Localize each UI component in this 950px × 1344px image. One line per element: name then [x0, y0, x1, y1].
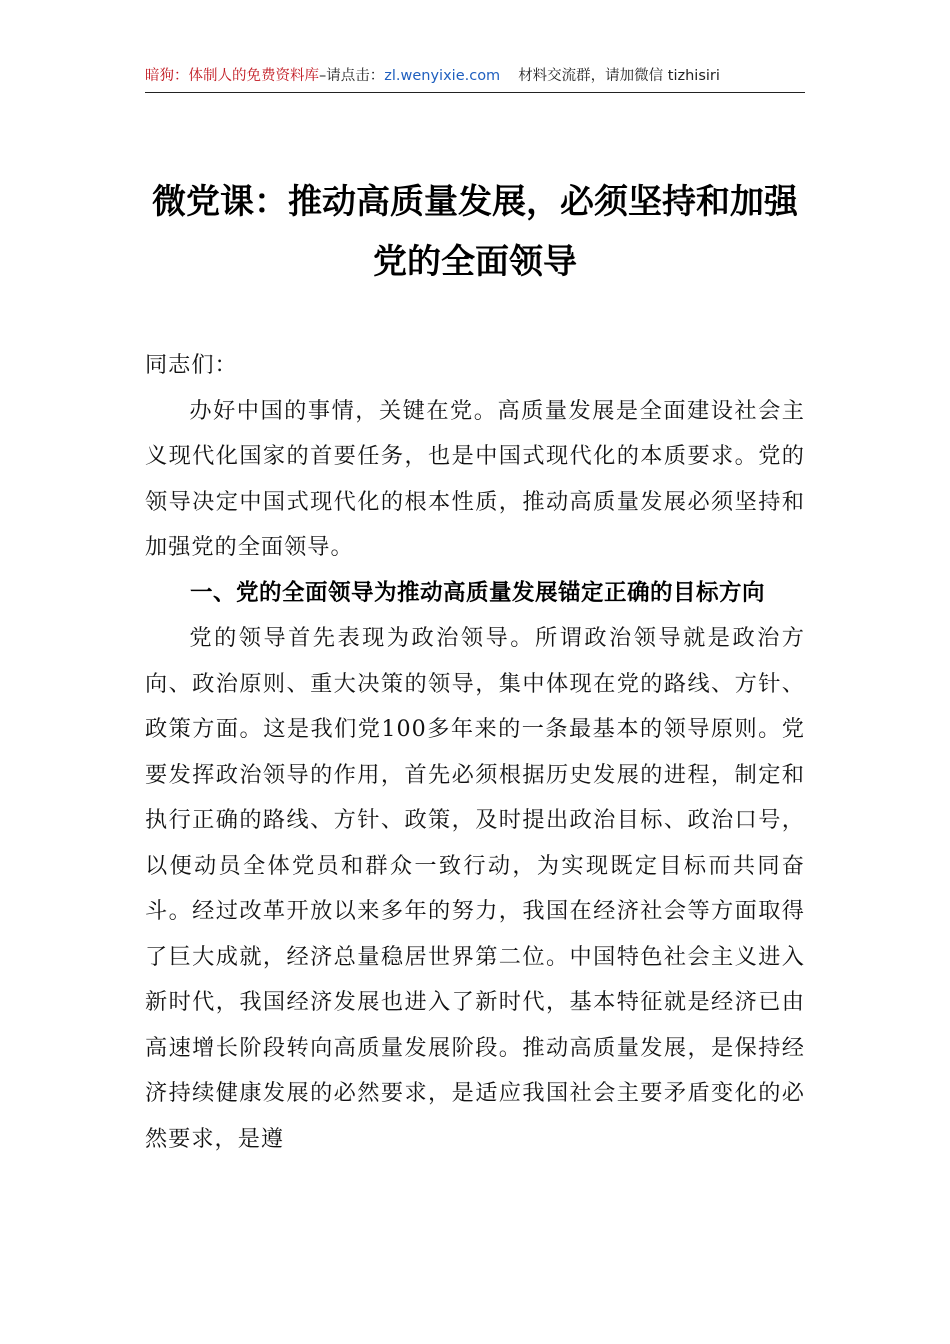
- intro-paragraph: 办好中国的事情，关键在党。高质量发展是全面建设社会主义现代化国家的首要任务，也是中国式现代化的本质要求。党的领导决定中国式现代化的根本性质，推动高质量发展必须坚持和加强党的全面领导。: [145, 397, 805, 560]
- document-body: [145, 343, 805, 1162]
- header-prompt: –请点击：: [319, 68, 385, 84]
- section-heading-1: 一、党的全面领导为推动高质量发展锚定正确的目标方向: [190, 579, 766, 606]
- document-title: 微党课：推动高质量发展，必须坚持和加强党的全面领导: [152, 182, 798, 282]
- page-header: [145, 66, 805, 93]
- header-url-link[interactable]: zl.wenyixie.com: [384, 68, 501, 84]
- section-1-paragraph-1: 党的领导首先表现为政治领导。所谓政治领导就是政治方向、政治原则、重大决策的领导，集中体现在党的路线、方针、政策方面。这是我们党100多年来的一条最基本的领导原则。党要发挥政治领导的作用，首先必须根据历史发展的进程，制定和执行正确的路线、方针、政策，及时提出政治目标、政治口号，以便动员全体党员和群众一致行动，为实现既定目标而共同奋斗。经过改革开放以来多年的努力，我国在经济社会等方面取得了巨大成就，经济总量稳居世界第二位。中国特色社会主义进入新时代，我国经济发展也进入了新时代，基本特征就是经济已由高速增长阶段转向高质量发展阶段。推动高质量发展，是保持经济持续健康发展的必然要求，是适应我国社会主要矛盾变化的必然要求，是遵: [145, 625, 805, 1152]
- header-brand: 暗狗：体制人的免费资料库: [145, 68, 319, 84]
- header-contact: 材料交流群，请加微信 tizhisiri: [518, 68, 720, 84]
- salutation: 同志们：: [145, 352, 238, 378]
